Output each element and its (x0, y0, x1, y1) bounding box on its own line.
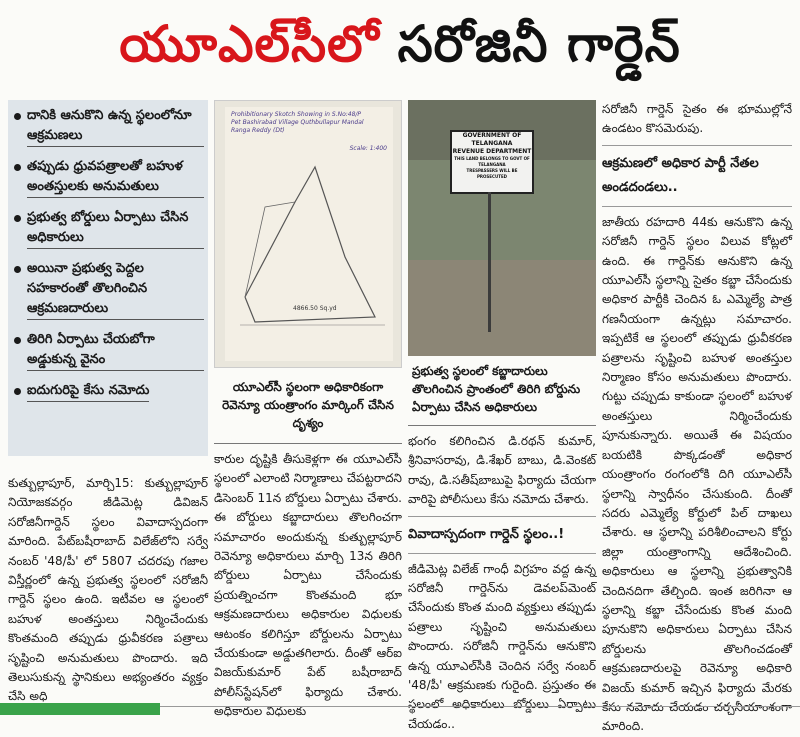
highlight-text: అయినా ప్రభుత్వ పెద్దల సహకారంతో తొలగించిన ఆక్రమణదారులు (27, 259, 204, 320)
headline-black: సరోజినీ గార్డెన్‌ (397, 14, 681, 73)
plot-sketch (225, 147, 393, 357)
divider (408, 553, 596, 554)
highlight-text: దానికి ఆనుకొని ఉన్న స్థలంలోనూ ఆక్రమణలు (27, 106, 204, 147)
column-3 (408, 100, 596, 734)
board-line: GOVERNMENT OF (462, 132, 522, 139)
doc-line: Ranga Reddy (Dt) (231, 127, 285, 134)
footer-rule (160, 706, 800, 707)
board-line: REVENUE DEPARTMENT (452, 148, 532, 155)
divider (408, 516, 596, 517)
footer-accent-bar (0, 703, 160, 715)
photo-caption-2: ప్రభుత్వ స్థలంలో కబ్జాదారులు తొలగించిన ప్రాంతంలో తిరిగి బోర్డును ఏర్పాటు చేసిన అధికారులు (408, 356, 596, 426)
signboard-pole (488, 192, 491, 332)
subheading-col3: వివాదాస్పదంగా గార్డెన్‌ స్థలం..! (408, 526, 565, 542)
board-line: TELANGANA (471, 140, 513, 147)
bullet-icon (14, 215, 21, 222)
bullet-icon (14, 266, 21, 273)
government-signboard (450, 130, 534, 194)
doc-scale: Scale: 1:400 (349, 145, 387, 152)
highlight-item (12, 330, 204, 371)
highlight-item (12, 208, 204, 249)
bullet-icon (14, 164, 21, 171)
subheading-col4: ఆక్రమణలో అధికార పార్టీ నేతల అండదండలు.. (602, 155, 759, 195)
highlight-text: తిరిగి ఏర్పాటు చేయబోగా అడ్డుకున్న వైనం (27, 330, 204, 371)
article-body-col1: కుత్బుల్లాపూర్‌, మార్చి15: కుత్బుల్లాపూర్‌ నియోజకవర్గం జీడిమెట్ల డివిజన్‌ సరోజినీగార్డెన్‌ స్థలం వివాదాస్పదంగా మారింది. పేట్‌బషీరాబాద్‌ విలేజ్‌లోని సర్వే నంబర్‌ '48/పీ' లో 5807 చదరపు గజాల విస్తీర్ణంలో ఉన్న ప్రభుత్వ స్థలంలో సరోజినీ గార్డెన్‌ స్థలం ఉంది. ఇటీవల ఆ స్థలంలో బహుళ అంతస్తులు నిర్మించేందుకు కొంతమంది తప్పుడు ధ్రువీకరణ పత్రాలు సృష్టించి అనుమతులు పొందారు. ఇది తెలుసుకున్న స్థానికులు అభ్యంతరం వ్యక్తం చేసి అధి (8, 476, 208, 704)
board-line: TRESPASSERS WILL BE PROSECUTED (466, 168, 518, 179)
highlight-text: ఐదుగురిపై కేసు నమోదు (27, 381, 149, 402)
doc-line: Prohibitionary Skotch Showing in S.No:48/P (231, 111, 362, 118)
bullet-icon (14, 337, 21, 344)
highlights-box (8, 100, 208, 456)
survey-document (225, 107, 393, 361)
highlight-text: ప్రభుత్వ బోర్డులు ఏర్పాటు చేసిన అధికారులు (27, 208, 204, 249)
ground (408, 260, 596, 356)
bullet-icon (14, 388, 21, 395)
bullet-icon (14, 113, 21, 120)
article-body-col3b: జీడిమెట్ల విలేజ్‌ గాంధీ విగ్రహం వద్ద ఉన్న సరోజినీ గార్డెన్‌ను డెవలప్‌మెంట్‌ చేసేందుకు కొంత మంది వ్యక్తులు తప్పుడు పత్రాలు సృష్టించి అనుమతులు పొందారు. సరోజినీ గార్డెన్‌ను ఆనుకొని ఉన్న యూఎల్‌సీకి చెందిన సర్వే నంబర్‌ '48/పీ' ఆక్రమణకు గురైంది. ప్రస్తుతం ఈ స్థలంలో అధికారులు బోర్డులు ఏర్పాటు చేయడం.. (408, 561, 596, 731)
headline (0, 0, 800, 100)
article-body-col4a: సరోజినీ గార్డెన్‌ సైతం ఈ భూముల్లోనే ఉండటం కొసమెరుపు. (602, 102, 792, 136)
area-label: 4866.50 Sq.yd (293, 305, 337, 312)
divider (602, 145, 792, 146)
highlight-item (12, 259, 204, 320)
highlight-item (12, 106, 204, 147)
highlight-item (12, 381, 204, 402)
article-body-col3a: భంగం కలిగించిన డి.రథన్‌ కుమార్‌, శ్రీనివాసరావు, డి.శేఖర్‌ బాబు, డి.వెంకట్‌ రావు, డి.సతీష్‌బాబుపై ఫిర్యాదు చేయగా వారిపై పోలీసులు కేసు నమోదు చేశారు. (408, 434, 596, 507)
government-board-photo (408, 100, 596, 356)
divider (602, 206, 792, 207)
photo-caption-1: యూఎల్‌సీ స్థలంగా అధికారికంగా రెవెన్యూ యంత్రాంగం మార్కింగ్‌ చేసిన దృశ్యం (214, 368, 402, 444)
column-4 (602, 100, 792, 737)
article-body-col2: కారుల దృష్టికి తీసుకెళ్లగా ఈ యూఎల్‌సీ స్థలంలో ఎలాంటి నిర్మాణాలు చేపట్టరాదని డిసెంబర్‌ 11న బోర్డులు ఏర్పాటు చేశారు. ఈ బోర్డులు కబ్జాదారులు తొలగించగా సమాచారం అందుకున్న కుత్బుల్లాపూర్‌ రెవెన్యూ అధికారులు మార్చి 13న తిరిగి బోర్డులు ఏర్పాటు చేసేందుకు ప్రయత్నించగా కొంతమంది భూ ఆక్రమణదారులు అధికారుల విధులకు ఆటంకం కలిగిస్తూ బోర్డులను ఏర్పాటు చేయకుండా అడ్డుతగిలారు. దీంతో ఆర్‌ఐ విజయ్‌కుమార్‌ పేట్‌ బషీరాబాద్‌ పోలీస్‌స్టేషన్‌లో ఫిర్యాదు చేశారు. అధికారుల విధులకు (214, 452, 402, 719)
highlight-text: తప్పుడు ధ్రువపత్రాలతో బహుళ అంతస్తులకు అనుమతులు (27, 157, 204, 198)
headline-red: యూఎల్‌సీలో (119, 14, 380, 73)
survey-map-photo (214, 100, 402, 368)
article-body-col4b: జాతీయ రహదారి 44కు ఆనుకొని ఉన్న సరోజినీ గార్డెన్‌ స్థలం విలువ కోట్లలో ఉంది. ఈ గార్డెన్‌కు ఆనుకొని ఉన్న యూఎల్‌సీ స్థలాన్ని సైతం కబ్జా చేసేందుకు అధికార పార్టీకి చెందిన ఓ ఎమ్మెల్యే పాత్ర గణనీయంగా ఉన్నట్లు సమాచారం. ఇప్పటికే ఆ స్థలంలో తప్పుడు ధ్రువీకరణ పత్రాలను సృష్టించి బహుళ అంతస్తుల నిర్మాణం కోసం అనుమతులు పొందారు. గుట్టు చప్పుడు కాకుండా స్థలంలో బహుళ అంతస్తులు నిర్మించేందుకు పూనుకున్నారు. అయితే ఈ విషయం బయటికి పొక్కడంతో అధికార యంత్రాంగం రంగంలోకి దిగి యూఎల్‌సీ స్థలాన్ని స్వాధీనం చేసుకుంది. దీంతో సదరు ఎమ్మెల్యే కోర్టులో పిల్‌ దాఖలు చేశారు. ఆ స్థలాన్ని పరిశీలించాలని కోర్టు జిల్లా యంత్రాంగాన్ని ఆదేశించింది. అధికారులు ఆ స్థలాన్ని ప్రభుత్వానికి చెందినదిగా తేల్చింది. ఇంత జరిగినా ఆ స్థలాన్ని కబ్జా చేసేందుకు కొంత మంది పూనుకొని అధికారులు ఏర్పాటు చేసిన బోర్డులను తొలగించడంతో ఆక్రమణదారులపై రెవెన్యూ అధికారి విజయ్‌ కుమార్‌ ఇచ్చిన ఫిర్యాదు మేరకు కేసు నమోదు చేయడం చర్చనీయాంశంగా మారింది. (602, 214, 792, 734)
column-1 (8, 100, 208, 707)
column-2 (214, 100, 402, 722)
doc-line: Pet Bashirabad Village Quthbullapur Mandal (231, 119, 364, 126)
board-line: THIS LAND BELONGS TO GOVT OF TELANGANA (454, 156, 530, 167)
highlight-item (12, 157, 204, 198)
